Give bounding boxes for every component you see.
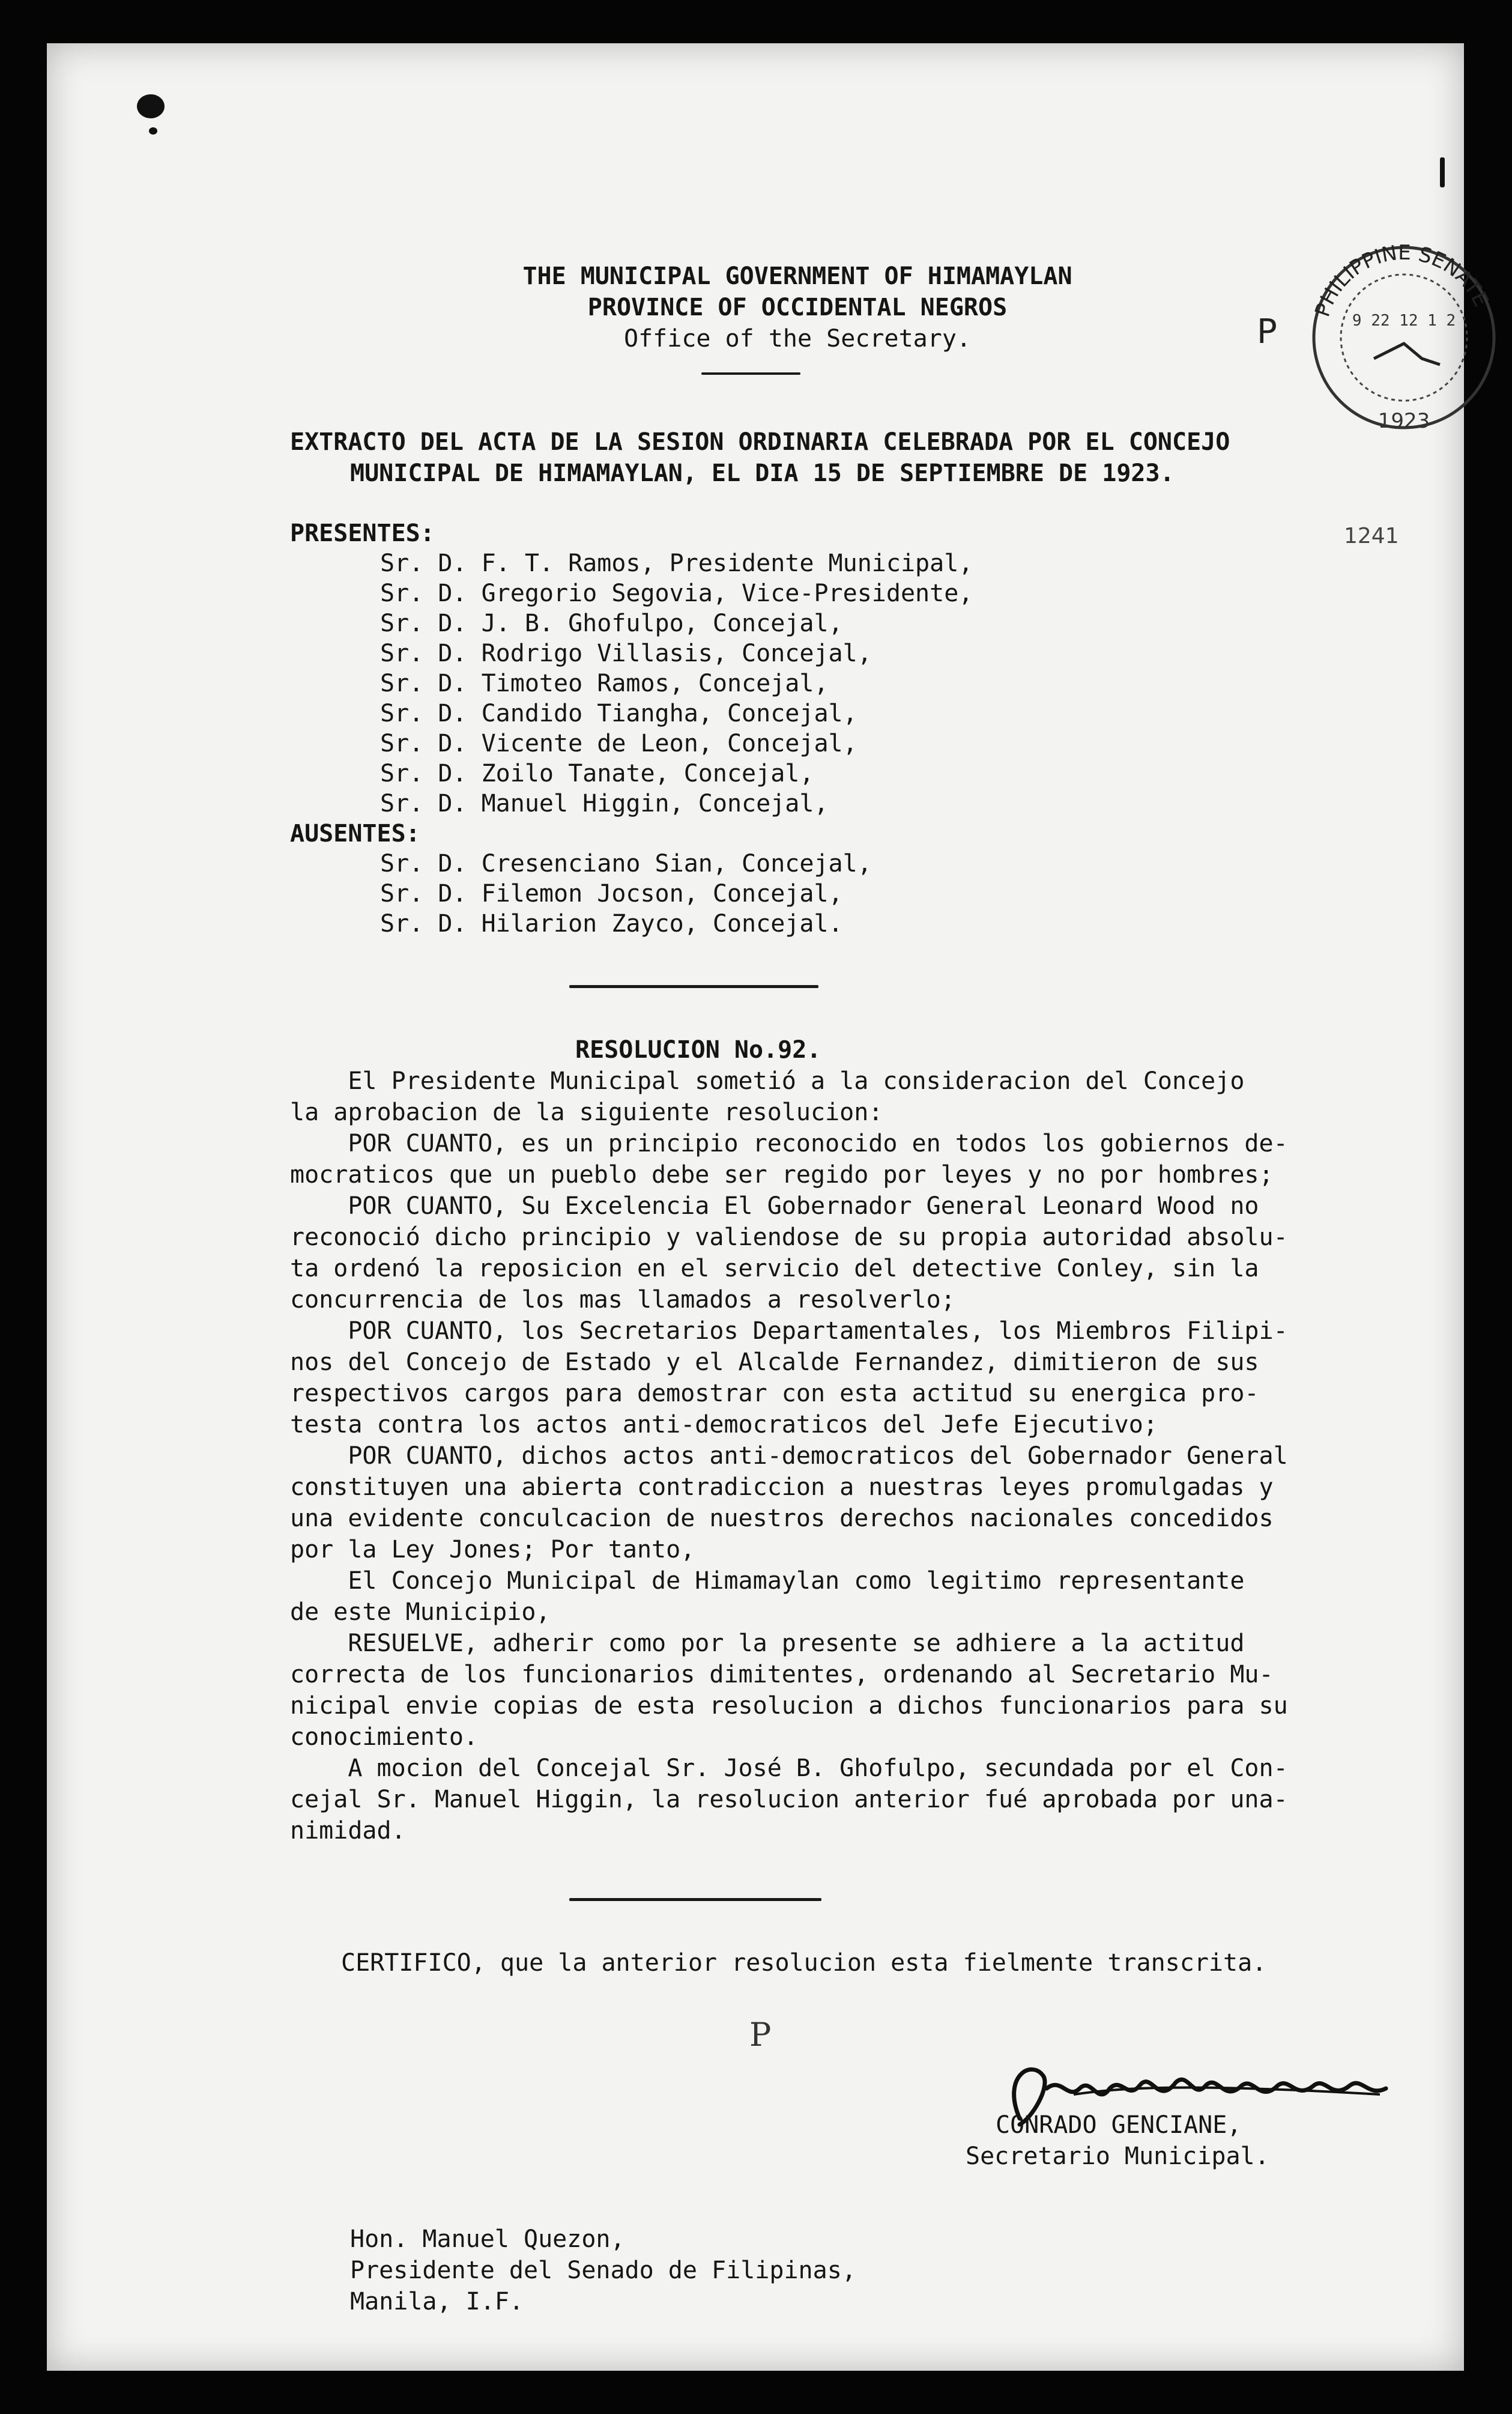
ausente-item: Sr. D. Cresenciano Sian, Concejal, <box>380 850 872 878</box>
body-line: nos del Concejo de Estado y el Alcalde Fernandez, dimitieron de sus <box>290 1348 1259 1376</box>
margin-mark: P <box>749 2016 772 2054</box>
body-line: de este Municipio, <box>290 1598 551 1626</box>
body-line: conocimiento. <box>290 1723 479 1751</box>
stamp-year: 1923 <box>1377 409 1430 433</box>
body-line: mocraticos que un pueblo debe ser regido por leyes y no por hombres; <box>290 1161 1274 1189</box>
body-line: reconoció dicho principio y valiendose de su propia autoridad absolu- <box>290 1224 1288 1251</box>
body-line: respectivos cargos para demostrar con esta actitud su energica pro- <box>290 1380 1259 1407</box>
presente-item: Sr. D. Timoteo Ramos, Concejal, <box>380 670 829 697</box>
presentes-label: PRESENTES: <box>290 520 435 547</box>
body-line: correcta de los funcionarios dimitentes, ordenando al Secretario Mu- <box>290 1661 1274 1688</box>
document-page <box>47 43 1493 2371</box>
addressee-line-3: Manila, I.F. <box>350 2288 524 2315</box>
presente-item: Sr. D. Rodrigo Villasis, Concejal, <box>380 640 872 667</box>
body-line: POR CUANTO, los Secretarios Departamentales, los Miembros Filipi- <box>290 1317 1288 1345</box>
presente-item: Sr. D. J. B. Ghofulpo, Concejal, <box>380 610 843 637</box>
signatory-name: CONRADO GENCIANE, <box>996 2111 1242 2139</box>
stamp-ring-text: PHILIPPINE SENATE <box>1310 240 1493 320</box>
presente-item: Sr. D. Candido Tiangha, Concejal, <box>380 700 857 727</box>
body-line: por la Ley Jones; Por tanto, <box>290 1536 695 1563</box>
certification-text: CERTIFICO, que la anterior resolucion esta fielmente transcrita. <box>341 1949 1267 1977</box>
section-rule <box>569 985 818 988</box>
stamp-date: 9 22 12 1 2 <box>1352 312 1456 330</box>
body-line: RESUELVE, adherir como por la presente se adhiere a la actitud <box>290 1630 1245 1657</box>
body-line: testa contra los actos anti-democraticos del Jefe Ejecutivo; <box>290 1411 1158 1439</box>
body-line: concurrencia de los mas llamados a resolverlo; <box>290 1286 955 1314</box>
stamp-number: 1241 <box>1344 524 1399 548</box>
stamp-mark: P <box>1257 312 1277 351</box>
body-line: cejal Sr. Manuel Higgin, la resolucion anterior fué aprobada por una- <box>290 1786 1288 1813</box>
header-line-1: THE MUNICIPAL GOVERNMENT OF HIMAMAYLAN <box>522 262 1072 290</box>
body-line: POR CUANTO, Su Excelencia El Gobernador General Leonard Wood no <box>290 1192 1259 1220</box>
body-line: nimidad. <box>290 1817 406 1845</box>
body-line: POR CUANTO, es un principio reconocido en todos los gobiernos de- <box>290 1130 1288 1157</box>
ausente-item: Sr. D. Hilarion Zayco, Concejal. <box>380 910 843 938</box>
presente-item: Sr. D. Zoilo Tanate, Concejal, <box>380 760 814 787</box>
document-text <box>47 43 1464 2371</box>
body-line: nicipal envie copias de esta resolucion a dichos funcionarios para su <box>290 1692 1288 1720</box>
resolution-title: RESOLUCION No.92. <box>575 1036 821 1064</box>
addressee-line-2: Presidente del Senado de Filipinas, <box>350 2257 856 2284</box>
section-rule <box>569 1898 821 1901</box>
presente-item: Sr. D. Manuel Higgin, Concejal, <box>380 790 829 817</box>
addressee-line-1: Hon. Manuel Quezon, <box>350 2225 625 2253</box>
title-line-1: EXTRACTO DEL ACTA DE LA SESION ORDINARIA CELEBRADA POR EL CONCEJO <box>290 428 1230 456</box>
body-line: ta ordenó la reposicion en el servicio del detective Conley, sin la <box>290 1255 1259 1282</box>
body-line: A mocion del Concejal Sr. José B. Ghofulpo, secundada por el Con- <box>290 1754 1288 1782</box>
header-line-2: PROVINCE OF OCCIDENTAL NEGROS <box>587 294 1008 321</box>
presente-item: Sr. D. Gregorio Segovia, Vice-Presidente, <box>380 580 973 607</box>
title-line-2: MUNICIPAL DE HIMAMAYLAN, EL DIA 15 DE SEPTIEMBRE DE 1923. <box>350 459 1175 487</box>
body-line: POR CUANTO, dichos actos anti-democraticos del Gobernador General <box>290 1442 1288 1470</box>
presente-item: Sr. D. F. T. Ramos, Presidente Municipal, <box>380 550 973 577</box>
signatory-title: Secretario Municipal. <box>966 2143 1269 2170</box>
ausentes-label: AUSENTES: <box>290 820 420 848</box>
ausente-item: Sr. D. Filemon Jocson, Concejal, <box>380 880 843 908</box>
senate-received-stamp <box>1302 235 1506 440</box>
presente-item: Sr. D. Vicente de Leon, Concejal, <box>380 730 857 757</box>
body-line: constituyen una abierta contradiccion a nuestras leyes promulgadas y <box>290 1473 1274 1501</box>
body-line: una evidente conculcacion de nuestros derechos nacionales concedidos <box>290 1505 1274 1532</box>
body-line: El Concejo Municipal de Himamaylan como legitimo representante <box>290 1567 1245 1595</box>
header-rule <box>701 372 800 375</box>
header-line-3: Office of the Secretary. <box>624 325 971 353</box>
body-line: la aprobacion de la siguiente resolucion: <box>290 1099 883 1126</box>
body-line: El Presidente Municipal sometió a la consideracion del Concejo <box>290 1067 1245 1095</box>
